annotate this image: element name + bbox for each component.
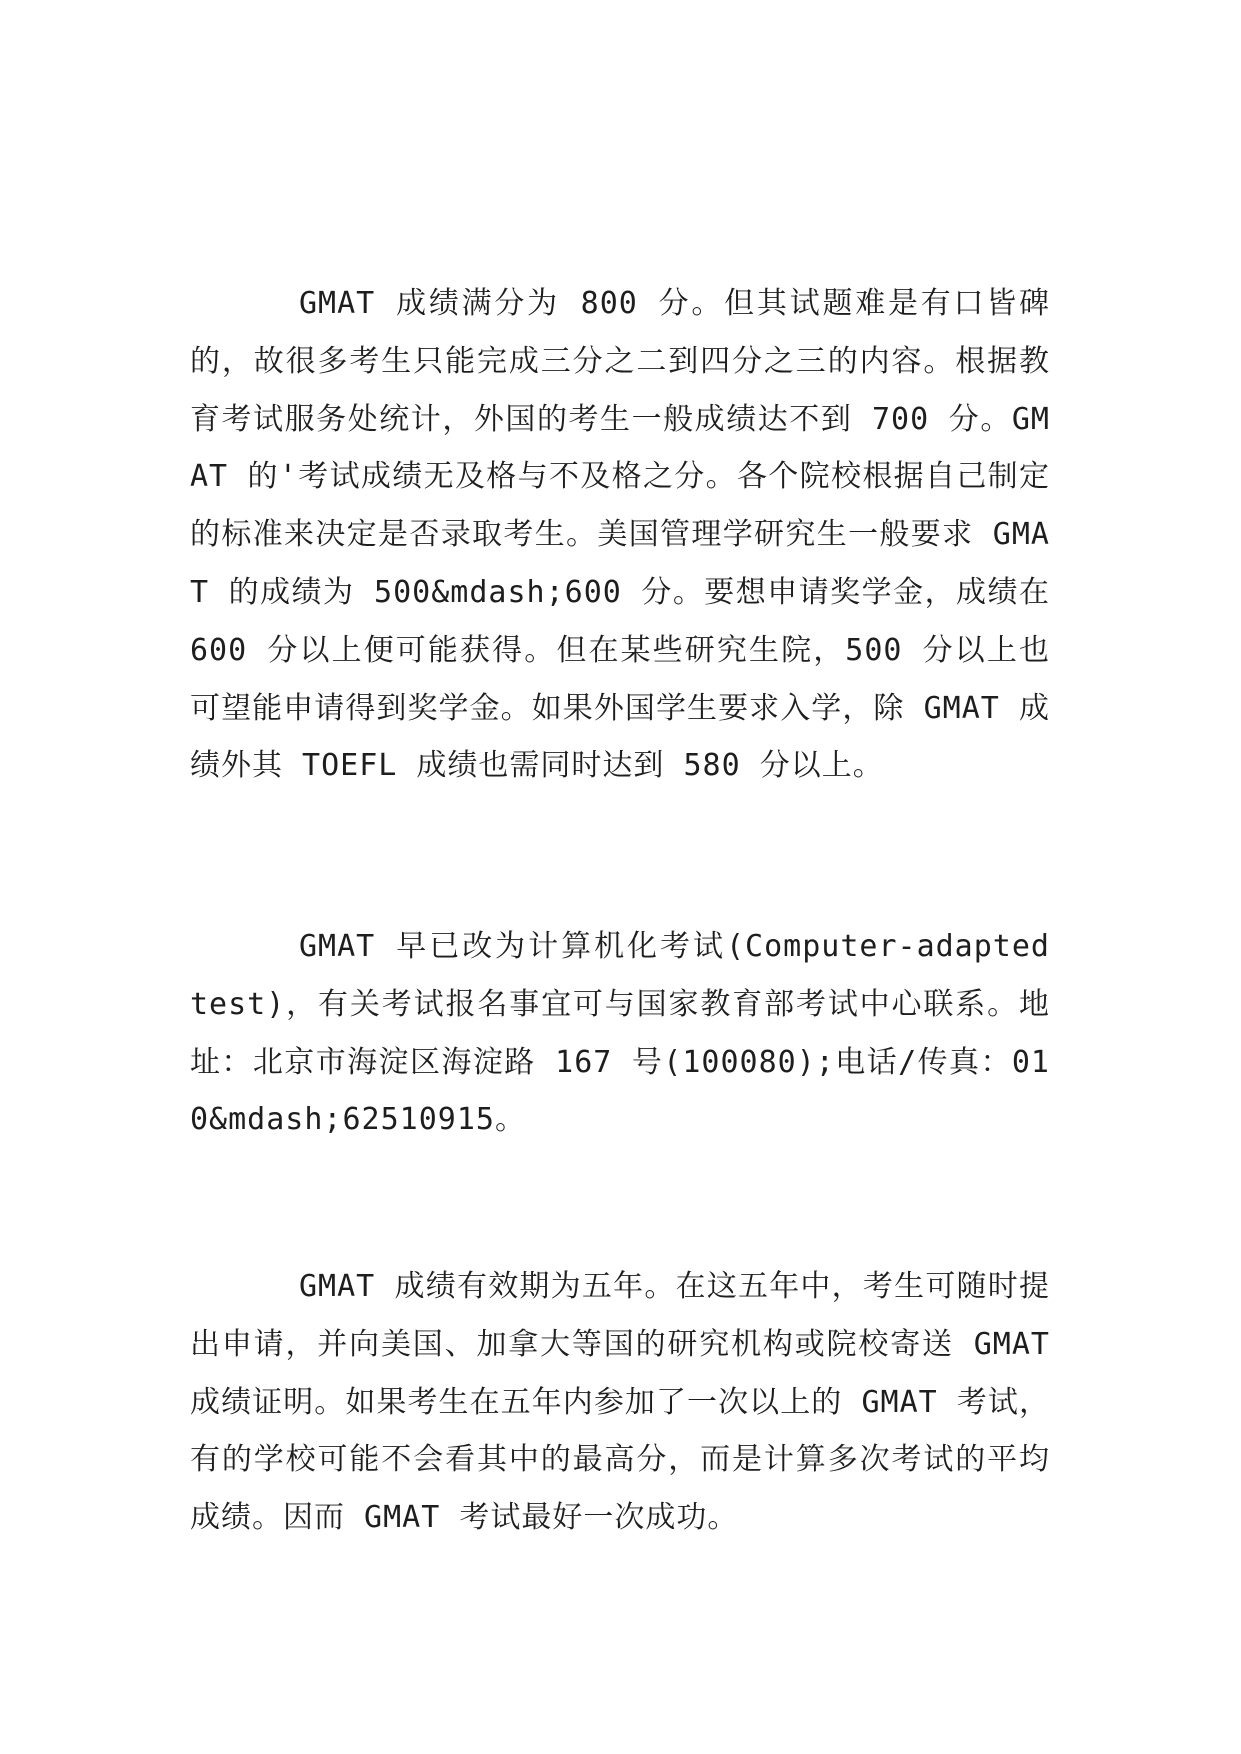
paragraph-gmat-validity: GMAT 成绩有效期为五年。在这五年中，考生可随时提出申请，并向美国、加拿大等国的研究机构或院校寄送 GMAT 成绩证明。如果考生在五年内参加了一次以上的 GMAT 考试，有的学校可能不会看其中的最高分，而是计算多次考试的平均成绩。因而 GMAT 考试最好一次成功。 — [190, 1269, 1050, 1536]
paragraph-gmat-scores: GMAT 成绩满分为 800 分。但其试题难是有口皆碑的，故很多考生只能完成三分之二到四分之三的内容。根据教育考试服务处统计，外国的考生一般成绩达不到 700 分。GMAT 的'考试成绩无及格与不及格之分。各个院校根据自己制定的标准来决定是否录取考生。美国管理学研究生一般要求 GMAT 的成绩为 500&mdash;600 分。要想申请奖学金，成绩在 600 分以上便可能获得。但在某些研究生院，500 分以上也可望能申请得到奖学金。如果外国学生要求入学，除 GMAT 成绩外其 TOEFL 成绩也需同时达到 580 分以上。 — [190, 286, 1050, 784]
paragraph-gmat-registration: GMAT 早已改为计算机化考试(Computer-adapted test)，有关考试报名事宜可与国家教育部考试中心联系。地址：北京市海淀区海淀路 167 号(100080);电话/传真：010&mdash;62510915。 — [190, 929, 1050, 1138]
